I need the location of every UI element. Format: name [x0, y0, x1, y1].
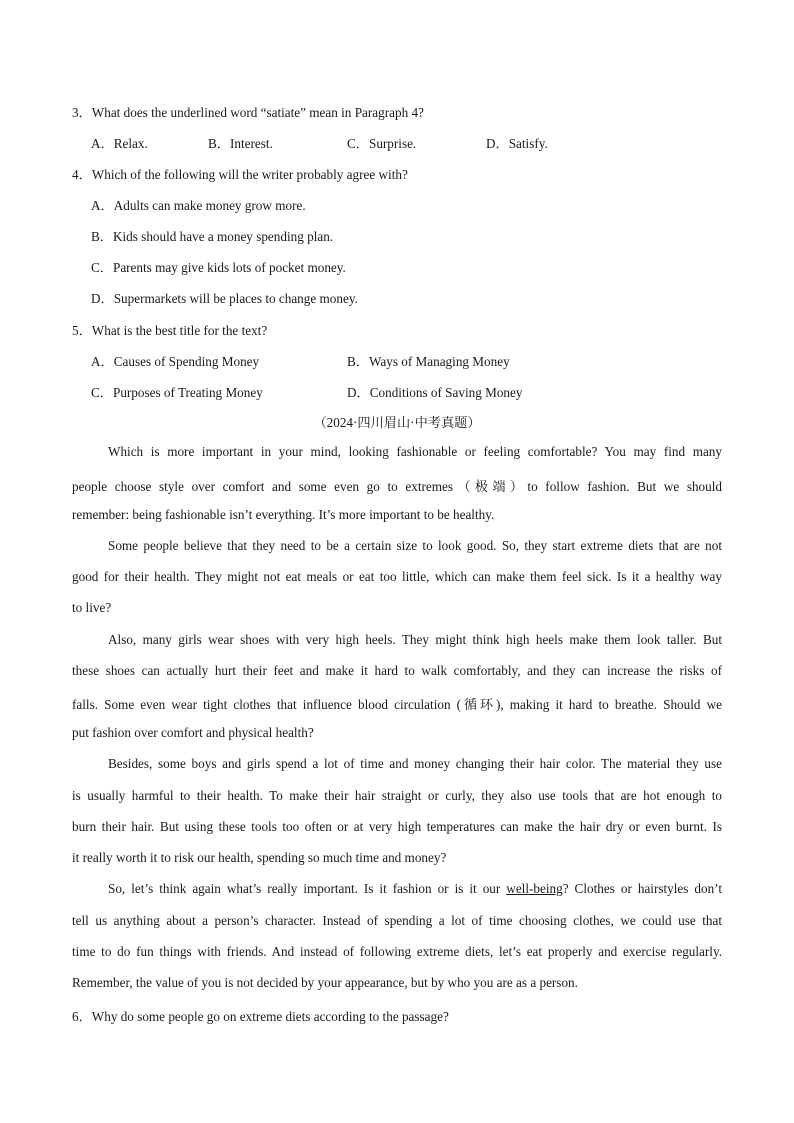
passage-p5-text-before: So, let’s think again what’s really important. Is it fashion or is it our [108, 881, 507, 896]
passage-p2-line-3: to live? [72, 600, 112, 615]
passage-p5-line-3: time to do fun things with friends. And instead of following extreme diets, let’s eat properly and exercise regularly. [72, 944, 722, 959]
question-5-option-c: C．Purposes of Treating Money [91, 385, 263, 400]
question-3-option-c: C．Surprise. [347, 136, 417, 151]
question-4-option-a: A．Adults can make money grow more. [91, 198, 306, 213]
question-5-stem: 5．What is the best title for the text? [72, 323, 268, 338]
passage-p3-line-3: falls. Some even wear tight clothes that influence blood circulation (循环), making it hard to breathe. Should we [72, 697, 722, 712]
question-4-option-c: C．Parents may give kids lots of pocket money. [91, 260, 346, 275]
passage-p3-line-2: these shoes can actually hurt their feet and make it hard to walk comfortably, and they can increase the risks of [72, 663, 722, 678]
passage-p2-line-2: good for their health. They might not eat meals or eat too little, which can make them feel sick. Is it a healthy way [72, 569, 722, 584]
passage-p2-line-1: Some people believe that they need to be a certain size to look good. So, they start extreme diets that are not [108, 538, 722, 553]
passage-p3-line-1: Also, many girls wear shoes with very high heels. They might think high heels make them look taller. But [108, 632, 722, 647]
underlined-word-well-being: well-being [506, 881, 563, 896]
passage-p1-line-1: Which is more important in your mind, looking fashionable or feeling comfortable? You may find many [108, 444, 722, 459]
question-3-option-b: B．Interest. [208, 136, 273, 151]
passage-p4-line-1: Besides, some boys and girls spend a lot of time and money changing their hair color. The material they use [108, 756, 722, 771]
question-5-option-a: A．Causes of Spending Money [91, 354, 260, 369]
passage-p3-line-4: put fashion over comfort and physical health? [72, 725, 314, 740]
passage-p4-line-3: burn their hair. But using these tools too often or at very high temperatures can make the hair dry or even burnt. Is [72, 819, 722, 834]
passage-p1-line-2: people choose style over comfort and some even go to extremes（极端）to follow fashion. But we should [72, 479, 722, 494]
passage-p4-line-4: it really worth it to risk our health, spending so much time and money? [72, 850, 447, 865]
passage-p5-line-2: tell us anything about a person’s character. Instead of spending a lot of time choosing clothes, we could use that [72, 913, 722, 928]
passage-p4-line-2: is usually harmful to their health. To make their hair straight or curly, they also use tools that are hot enough to [72, 788, 722, 803]
question-6-stem: 6．Why do some people go on extreme diets according to the passage? [72, 1009, 449, 1024]
passage-p5-line-4: Remember, the value of you is not decided by your appearance, but by who you are as a person. [72, 975, 578, 990]
passage-p1-line-3: remember: being fashionable isn’t everything. It’s more important to be healthy. [72, 507, 495, 522]
question-4-stem: 4．Which of the following will the writer probably agree with? [72, 167, 408, 182]
passage-p5-line-1 [108, 881, 722, 897]
question-4-option-b: B．Kids should have a money spending plan. [91, 229, 334, 244]
question-3-stem: 3．What does the underlined word “satiate” mean in Paragraph 4? [72, 105, 424, 120]
question-5-option-d: D．Conditions of Saving Money [347, 385, 523, 400]
passage-p5-text-after: ? Clothes or hairstyles don’t [562, 881, 722, 896]
source-label: （2024·四川眉山·中考真题） [313, 415, 481, 430]
question-3-option-a: A．Relax. [91, 136, 148, 151]
question-4-option-d: D．Supermarkets will be places to change money. [91, 291, 358, 306]
question-3-option-d: D．Satisfy. [486, 136, 548, 151]
question-5-option-b: B．Ways of Managing Money [347, 354, 510, 369]
